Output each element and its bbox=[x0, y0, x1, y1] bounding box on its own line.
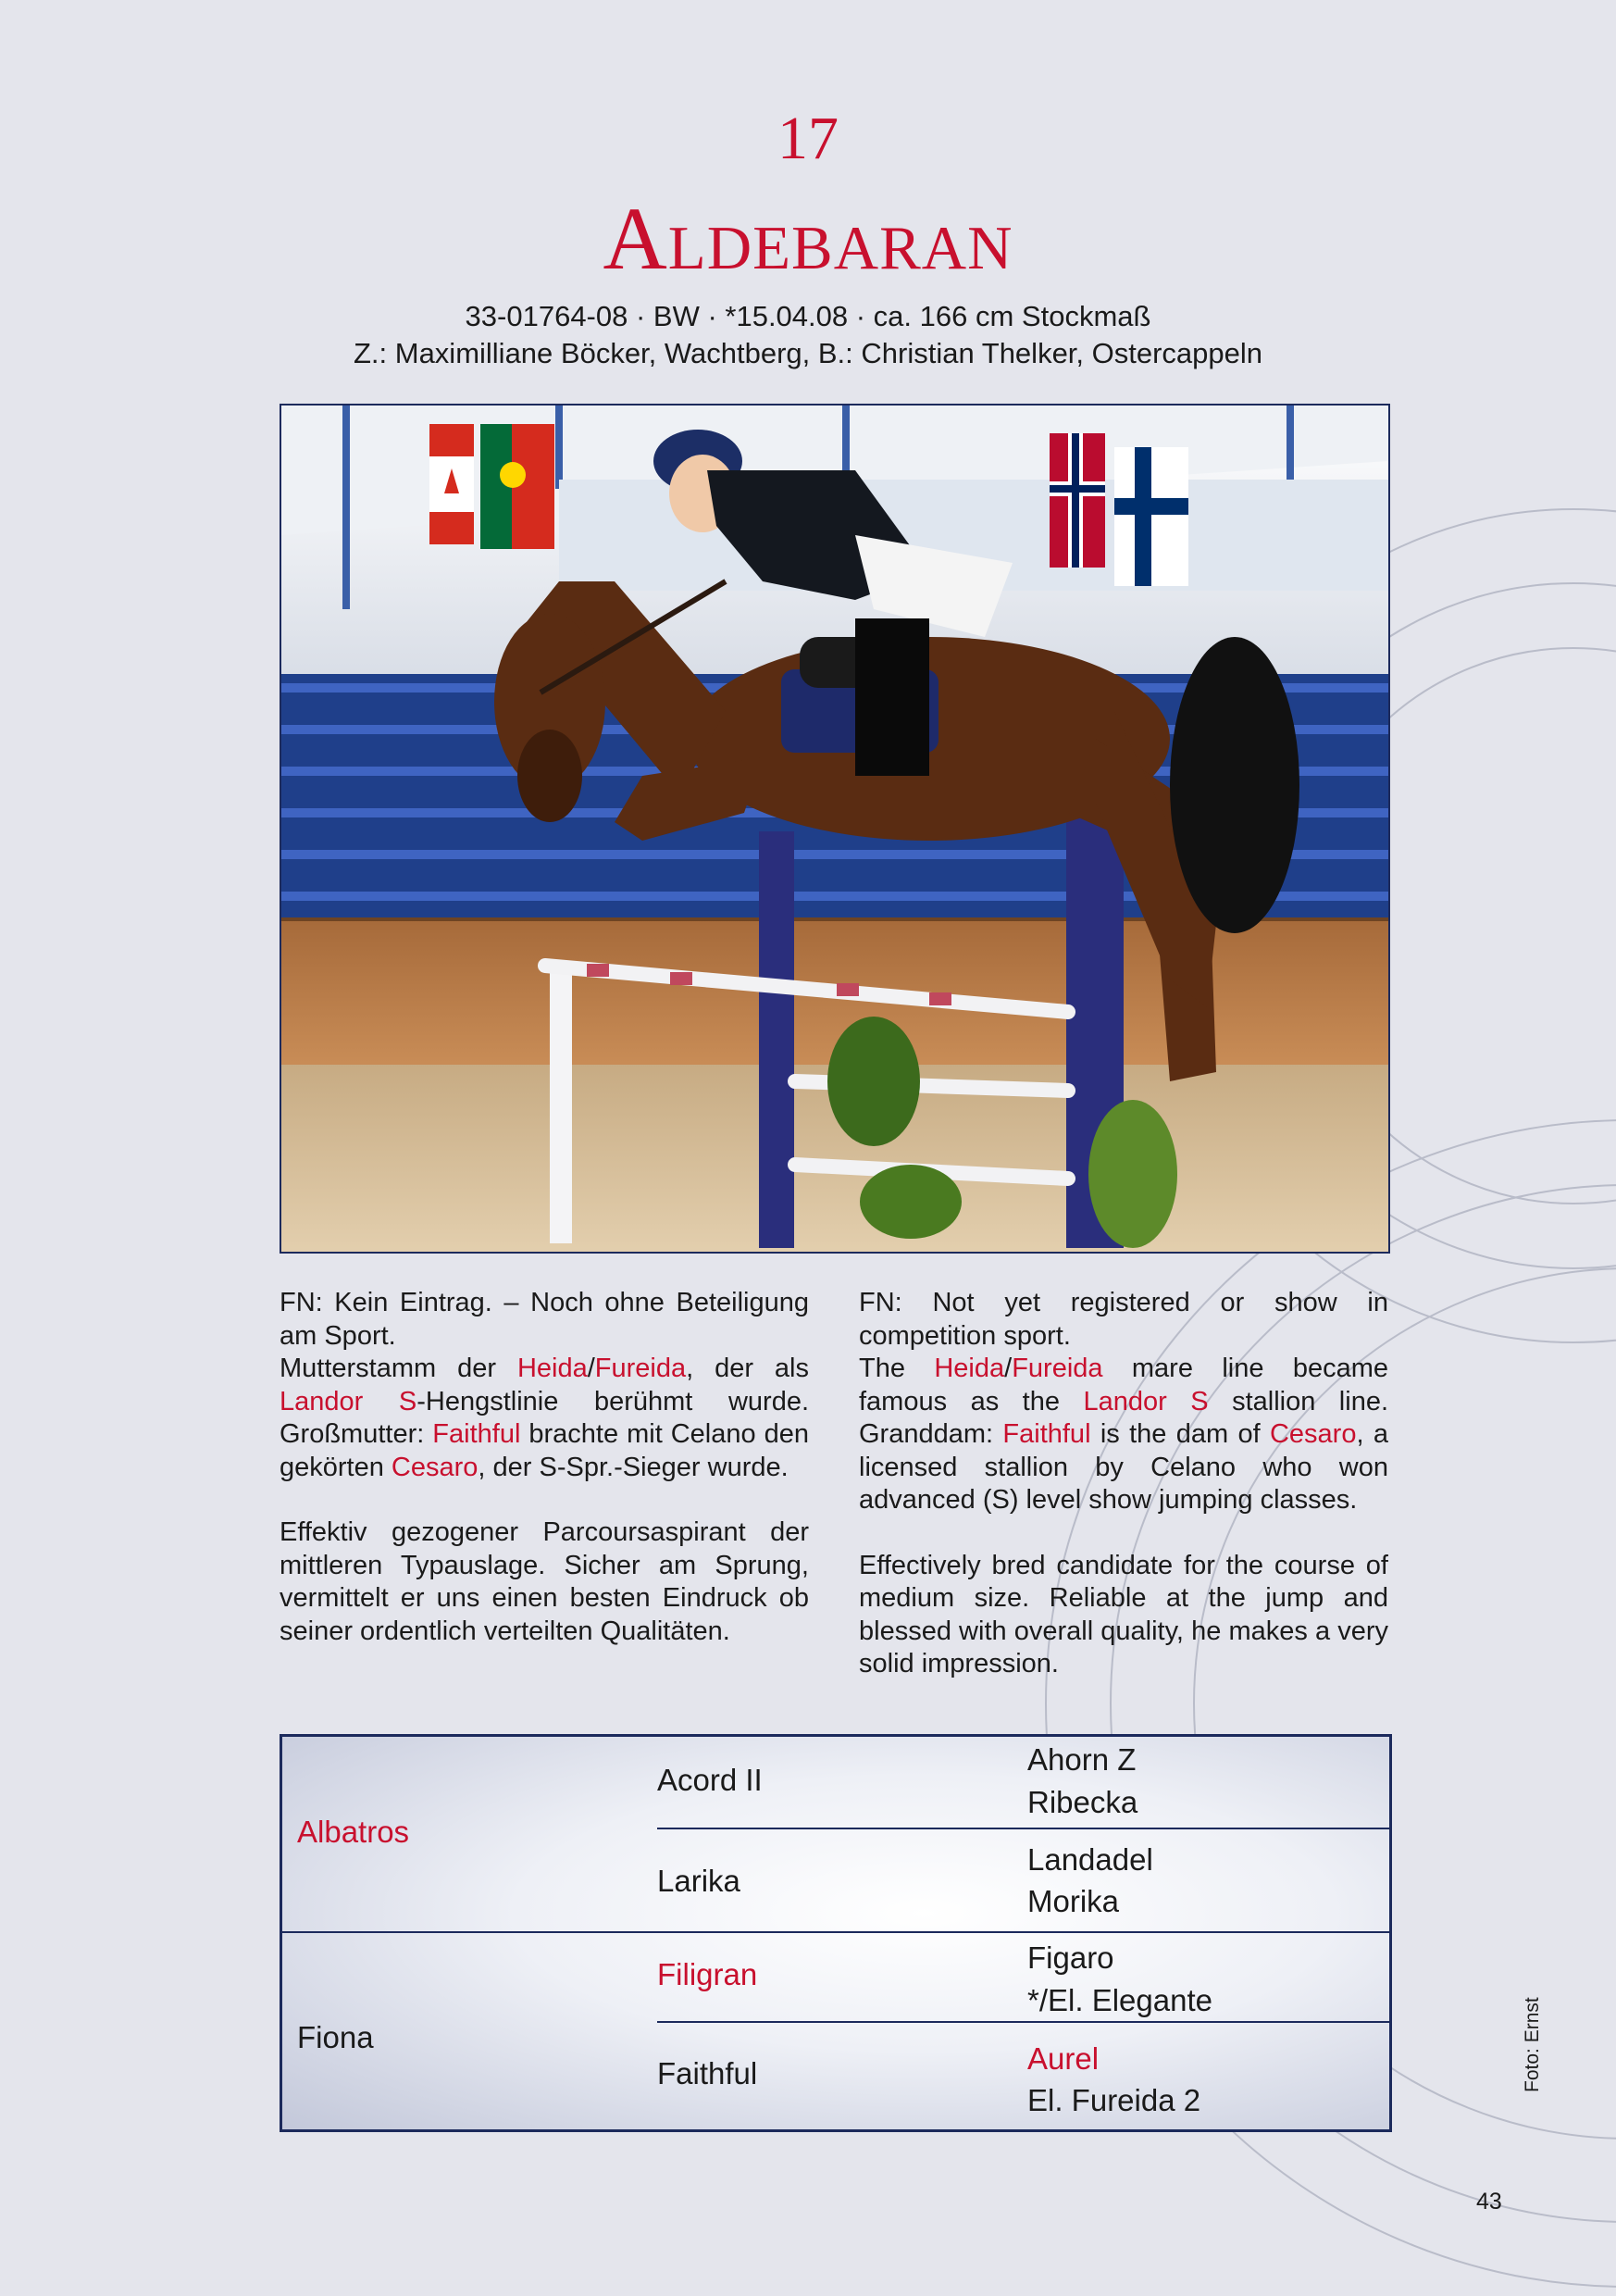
german-text-segment: , der S-Spr.-Sieger wurde. bbox=[478, 1452, 789, 1482]
dam-line-heida: Heida bbox=[516, 1354, 588, 1383]
pedigree-g3-morika: Morika bbox=[1027, 1884, 1120, 1918]
pedigree-g3-figaro: Figaro bbox=[1027, 1940, 1114, 1975]
granddam-faithful: Faithful bbox=[432, 1419, 521, 1449]
breeder-owner-line: Z.: Maximilliane Böcker, Wachtberg, B.: Christian Thelker, Ostercappeln bbox=[353, 337, 1263, 369]
english-text-segment: / bbox=[1004, 1354, 1013, 1383]
german-text-segment: -Hengstlinie berühmt wurde. Großmutter: bbox=[280, 1386, 810, 1449]
photo-credit: Foto: Ernst bbox=[1522, 1997, 1543, 2092]
flag-finland bbox=[1114, 447, 1188, 586]
pedigree-g3-ahorn-z: Ahorn Z bbox=[1027, 1742, 1137, 1777]
german-paragraph-2: Effektiv gezogener Parcoursaspirant der mittleren Typauslage. Sicher am Sprung, vermittelt er uns einen besten Eindruck ob seiner ordentlich verteilten Qualitäten. bbox=[280, 1517, 809, 1646]
english-text-segment: stallion line. Granddam: bbox=[859, 1386, 1389, 1449]
flag-norway bbox=[1050, 433, 1105, 568]
german-text-segment: / bbox=[587, 1354, 595, 1383]
german-text-segment: brachte mit Celano den gekörten bbox=[280, 1419, 810, 1482]
stallion-line-landor: Landor S bbox=[280, 1386, 417, 1416]
flag-portugal bbox=[480, 424, 554, 549]
pedigree-main-divider bbox=[282, 1931, 1389, 1933]
pedigree-divider-dam bbox=[657, 2021, 1389, 2023]
granddam-faithful: Faithful bbox=[1002, 1419, 1091, 1449]
lot-number: 17 bbox=[777, 105, 839, 172]
pedigree-divider-sire bbox=[657, 1828, 1389, 1829]
pedigree-g3-ribecka: Ribecka bbox=[1027, 1785, 1138, 1819]
english-paragraph-2: Effectively bred candidate for the course of medium size. Reliable at the jump and blessed with overall quality, he makes a very solid impression. bbox=[859, 1550, 1388, 1678]
english-text-segment: is the dam of bbox=[1090, 1419, 1270, 1449]
description-english bbox=[859, 1287, 1388, 1681]
pedigree-g3-el-fureida-2: El. Fureida 2 bbox=[1027, 2083, 1201, 2117]
dam-line-fureida: Fureida bbox=[1012, 1354, 1103, 1383]
english-registration-note: FN: Not yet registered or show in competition sport. bbox=[859, 1288, 1388, 1351]
pedigree-g3-aurel: Aurel bbox=[1027, 2041, 1100, 2076]
stallion-cesaro: Cesaro bbox=[391, 1452, 479, 1482]
german-text-segment: , der als bbox=[686, 1354, 809, 1383]
stallion-cesaro: Cesaro bbox=[1269, 1419, 1357, 1449]
horse-jumping-photo bbox=[280, 404, 1390, 1254]
german-registration-note: FN: Kein Eintrag. – Noch ohne Beteiligung am Sport. bbox=[280, 1288, 809, 1351]
horse-info-line: 33-01764-08 · BW · *15.04.08 · ca. 166 cm Stockmaß bbox=[465, 300, 1151, 332]
pedigree-sire: Albatros bbox=[297, 1815, 410, 1849]
stallion-line-landor: Landor S bbox=[1083, 1386, 1209, 1416]
english-text-segment: The bbox=[859, 1354, 935, 1383]
pedigree-sire-sire: Acord II bbox=[657, 1763, 763, 1797]
english-paragraph-1 bbox=[859, 1287, 1388, 1517]
horse-name: Aldebaran bbox=[603, 189, 1013, 288]
pedigree-dam-dam: Faithful bbox=[657, 2056, 758, 2090]
page-number: 43 bbox=[1476, 2189, 1502, 2215]
english-text-segment: mare line became famous as the bbox=[859, 1354, 1388, 1416]
pedigree-dam: Fiona bbox=[297, 2020, 374, 2054]
flag-canada bbox=[429, 424, 474, 544]
pedigree-table bbox=[280, 1734, 1392, 2132]
description-german bbox=[280, 1287, 809, 1648]
dam-line-fureida: Fureida bbox=[594, 1354, 687, 1383]
pedigree-dam-sire: Filigran bbox=[657, 1957, 758, 1991]
english-text-segment: , a licensed stallion by Celano who won advanced (S) level show jumping classes. bbox=[859, 1419, 1388, 1515]
pedigree-sire-dam: Larika bbox=[657, 1864, 740, 1898]
pedigree-g3-landadel: Landadel bbox=[1027, 1842, 1153, 1877]
german-text-segment: Mutterstamm der bbox=[280, 1354, 517, 1383]
german-paragraph-1 bbox=[280, 1287, 809, 1484]
dam-line-heida: Heida bbox=[934, 1354, 1005, 1383]
pedigree-g3-el-elegante: */El. Elegante bbox=[1027, 1983, 1212, 2017]
